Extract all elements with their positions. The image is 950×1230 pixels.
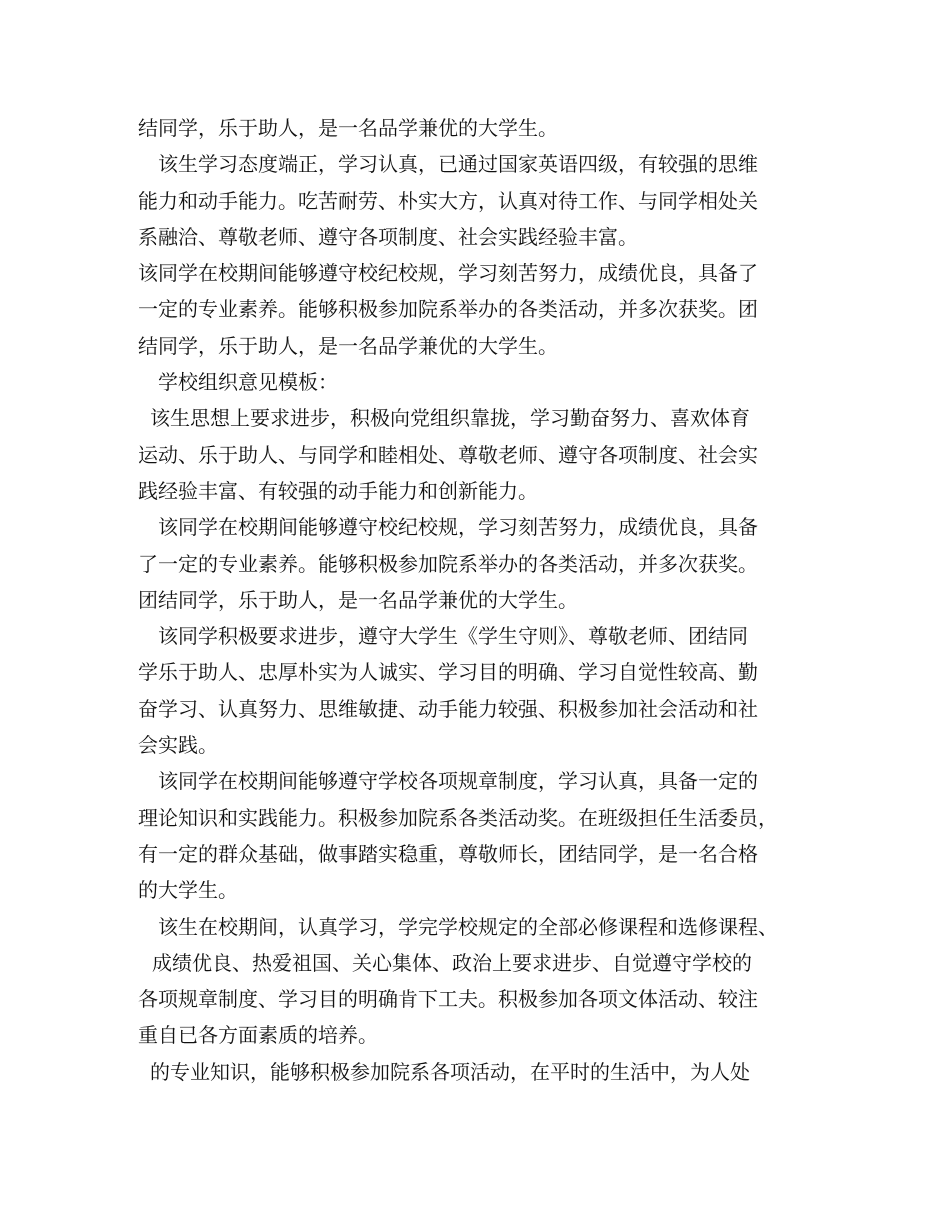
text-line: 一定的专业素养。能够积极参加院系举办的各类活动，并多次获奖。团 [138,297,758,322]
text-line: 成绩优良、热爱祖国、关心集体、政治上要求进步、自觉遵守学校的 [152,950,752,975]
text-line: 各项规章制度、学习目的明确肯下工夫。积极参加各项文体活动、较注 [138,987,758,1012]
text-line: 会实践。 [138,733,218,758]
text-line: 结同学，乐于助人，是一名品学兼优的大学生。 [138,116,558,140]
text-line: 学乐于助人、忠厚朴实为人诚实、学习目的明确、学习自觉性较高、勤 [138,660,758,685]
text-line: 系融洽、尊敬老师、遵守各项制度、社会实践经验丰富。 [138,224,638,249]
text-line: 该生学习态度端正，学习认真，已通过国家英语四级，有较强的思维 [158,152,758,177]
text-line: 能力和动手能力。吃苦耐劳、朴实大方，认真对待工作、与同学相处关 [138,188,758,213]
text-line: 该同学在校期间能够遵守校纪校规，学习刻苦努力，成绩优良，具备了 [138,261,758,286]
text-line: 该同学在校期间能够遵守学校各项规章制度，学习认真，具备一定的 [158,769,758,794]
document-body [138,110,828,1090]
text-line: 结同学，乐于助人，是一名品学兼优的大学生。 [138,333,558,358]
text-line: 该同学积极要求进步，遵守大学生《学生守则》、尊敬老师、团结同 [158,624,748,649]
text-line: 奋学习、认真努力、思维敏捷、动手能力较强、积极参加社会活动和社 [138,696,758,721]
text-line: 团结同学，乐于助人，是一名品学兼优的大学生。 [138,587,578,612]
text-line: 的专业知识，能够积极参加院系各项活动，在平时的生活中，为人处 [150,1059,750,1084]
text-line: 践经验丰富、有较强的动手能力和创新能力。 [138,478,538,503]
text-line: 重自已各方面素质的培养。 [138,1023,378,1048]
text-line: 该同学在校期间能够遵守校纪校规，学习刻苦努力，成绩优良，具备 [158,515,758,540]
text-line: 有一定的群众基础，做事踏实稳重，尊敬师长，团结同学，是一名合格 [138,841,758,866]
text-line: 运动、乐于助人、与同学和睦相处、尊敬老师、遵守各项制度、社会实 [138,442,758,467]
section-heading: 学校组织意见模板： [158,370,338,395]
text-line: 了一定的专业素养。能够积极参加院系举办的各类活动，并多次获奖。 [138,551,758,576]
text-line: 该生在校期间，认真学习，学完学校规定的全部必修课程和选修课程、 [158,914,778,939]
text-line: 的大学生。 [138,878,238,903]
text-line: 理论知识和实践能力。积极参加院系各类活动奖。在班级担任生活委员， [138,805,778,830]
text-line: 该生思想上要求进步，积极向党组织靠拢，学习勤奋努力、喜欢体育 [150,406,750,431]
